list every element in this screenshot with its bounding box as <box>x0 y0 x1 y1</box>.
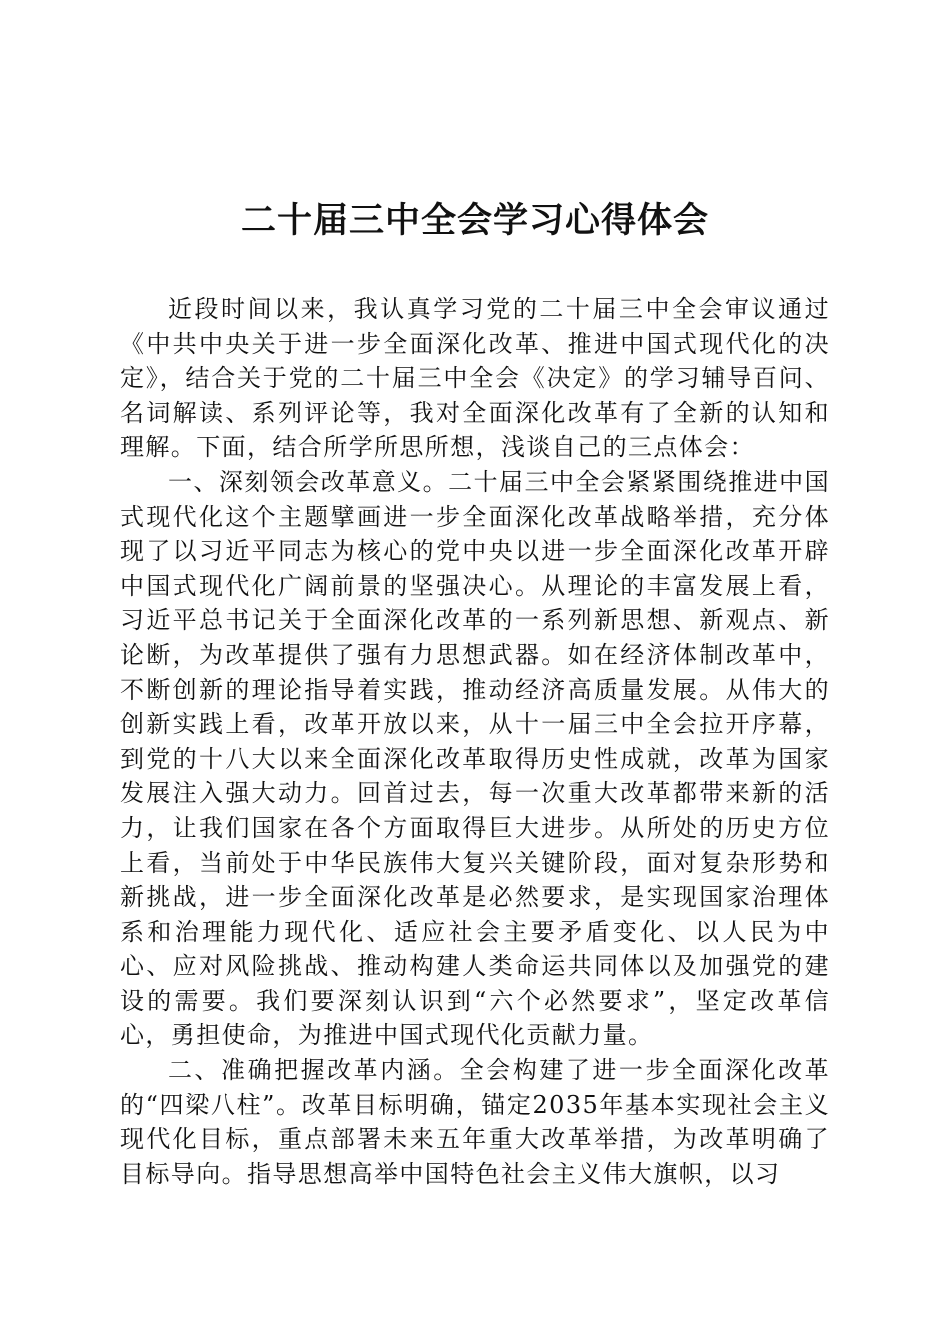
paragraph-section-two: 二、准确把握改革内涵。全会构建了进一步全面深化改革的“四梁八柱”。改革目标明确，锚定2035年基本实现社会主义现代化目标，重点部署未来五年重大改革举措，为改革明确了目标导向。指导思想高举中国特色社会主义伟大旗帜，以习 <box>120 1056 830 1188</box>
paragraph-intro: 近段时间以来，我认真学习党的二十届三中全会审议通过《中共中央关于进一步全面深化改革、推进中国式现代化的决定》，结合关于党的二十届三中全会《决定》的学习辅导百问、名词解读、系列评论等，我对全面深化改革有了全新的认知和理解。下面，结合所学所思所想，浅谈自己的三点体会： <box>120 295 830 462</box>
paragraph-section-one: 一、深刻领会改革意义。二十届三中全会紧紧围绕推进中国式现代化这个主题擘画进一步全面深化改革战略举措，充分体现了以习近平同志为核心的党中央以进一步全面深化改革开辟中国式现代化广阔前景的坚强决心。从理论的丰富发展上看，习近平总书记关于全面深化改革的一系列新思想、新观点、新论断，为改革提供了强有力思想武器。如在经济体制改革中，不断创新的理论指导着实践，推动经济高质量发展。从伟大的创新实践上看，改革开放以来，从十一届三中全会拉开序幕，到党的十八大以来全面深化改革取得历史性成就，改革为国家发展注入强大动力。回首过去，每一次重大改革都带来新的活力，让我们国家在各个方面取得巨大进步。从所处的历史方位上看，当前处于中华民族伟大复兴关键阶段，面对复杂形势和新挑战，进一步全面深化改革是必然要求，是实现国家治理体系和治理能力现代化、适应社会主要矛盾变化、以人民为中心、应对风险挑战、推动构建人类命运共同体以及加强党的建设的需要。我们要深刻认识到“六个必然要求”，坚定改革信心，勇担使命，为推进中国式现代化贡献力量。 <box>120 467 830 1050</box>
document-body <box>120 292 830 1191</box>
document-title: 二十届三中全会学习心得体会 <box>240 200 709 241</box>
